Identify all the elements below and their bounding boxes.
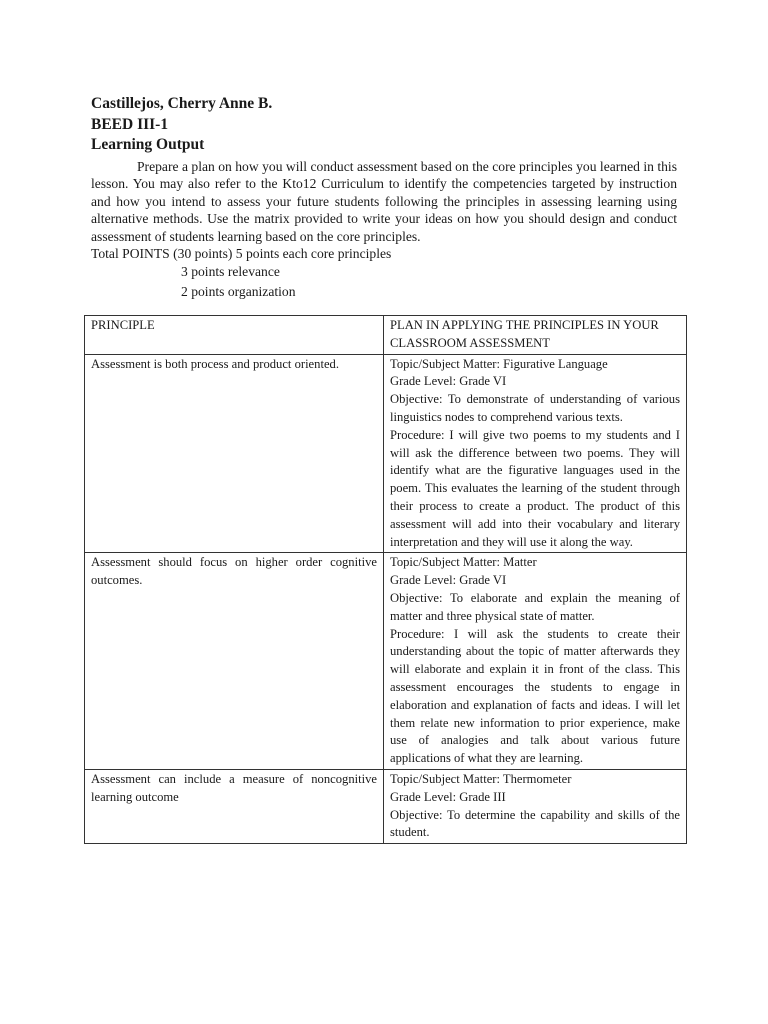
student-name: Castillejos, Cherry Anne B. [91,95,273,112]
plan-topic: Topic/Subject Matter: Thermometer [390,771,572,786]
principle-cell: Assessment is both process and product oriented. [85,354,384,553]
principle-cell: Assessment should focus on higher order cognitive outcomes. [85,553,384,770]
plan-cell [384,553,687,770]
plan-grade: Grade Level: Grade III [390,789,506,804]
plan-topic: Topic/Subject Matter: Matter [390,555,537,570]
plan-cell [384,769,687,843]
total-points: Total POINTS (30 points) 5 points each core principles [91,246,392,262]
column-header-plan: PLAN IN APPLYING THE PRINCIPLES IN YOUR CLASSROOM ASSESSMENT [384,316,687,355]
organization-points: 2 points organization [181,283,296,299]
relevance-points: 3 points relevance [181,264,280,280]
table-row [85,354,687,553]
document-header [91,94,677,300]
plan-objective: Objective: To demonstrate of understanding of various linguistics nodes to comprehend various texts. [390,392,680,424]
plan-procedure: Procedure: I will ask the students to create their understanding about the topic of matter afterwards they will elaborate and explain it in front of the class. This assessment encourages the students to engage in elaboration and explanation of facts and ideas. I will let them relate new information to prior experience, make use of analogies and talk about various future applications of what they are learning. [390,626,680,766]
student-section: BEED III-1 [91,115,169,133]
column-header-principle: PRINCIPLE [85,316,384,355]
plan-procedure: Procedure: I will give two poems to my students and I will ask the difference between two poems. They will identify what are the figurative languages used in the poem. This evaluates the learning of the student through their process to create a product. The product of this assessment will add into their vocabulary and literary interpretation and they will use it along the way. [390,427,680,549]
assessment-matrix [84,315,687,844]
instructions-paragraph: Prepare a plan on how you will conduct assessment based on the core principles you learned in this lesson. You may also refer to the Kto12 Curriculum to identify the competencies targeted by instruction and how you intend to assess your future students following the principles in assessing learning using alternative methods. Use the matrix provided to write your ideas on how you should design and conduct assessment of students learning based on the core principles. [91,158,677,244]
table-row [85,769,687,843]
plan-objective: Objective: To elaborate and explain the meaning of matter and three physical state of matter. [390,590,680,623]
principle-cell: Assessment can include a measure of noncognitive learning outcome [85,769,384,843]
plan-objective: Objective: To determine the capability and skills of the student. [390,807,680,840]
table-row [85,553,687,770]
plan-topic: Topic/Subject Matter: Figurative Language [390,356,608,371]
table-header-row [85,316,687,355]
plan-grade: Grade Level: Grade VI [390,374,507,389]
plan-grade: Grade Level: Grade VI [390,573,507,588]
document-title: Learning Output [91,136,205,153]
plan-cell [384,354,687,553]
